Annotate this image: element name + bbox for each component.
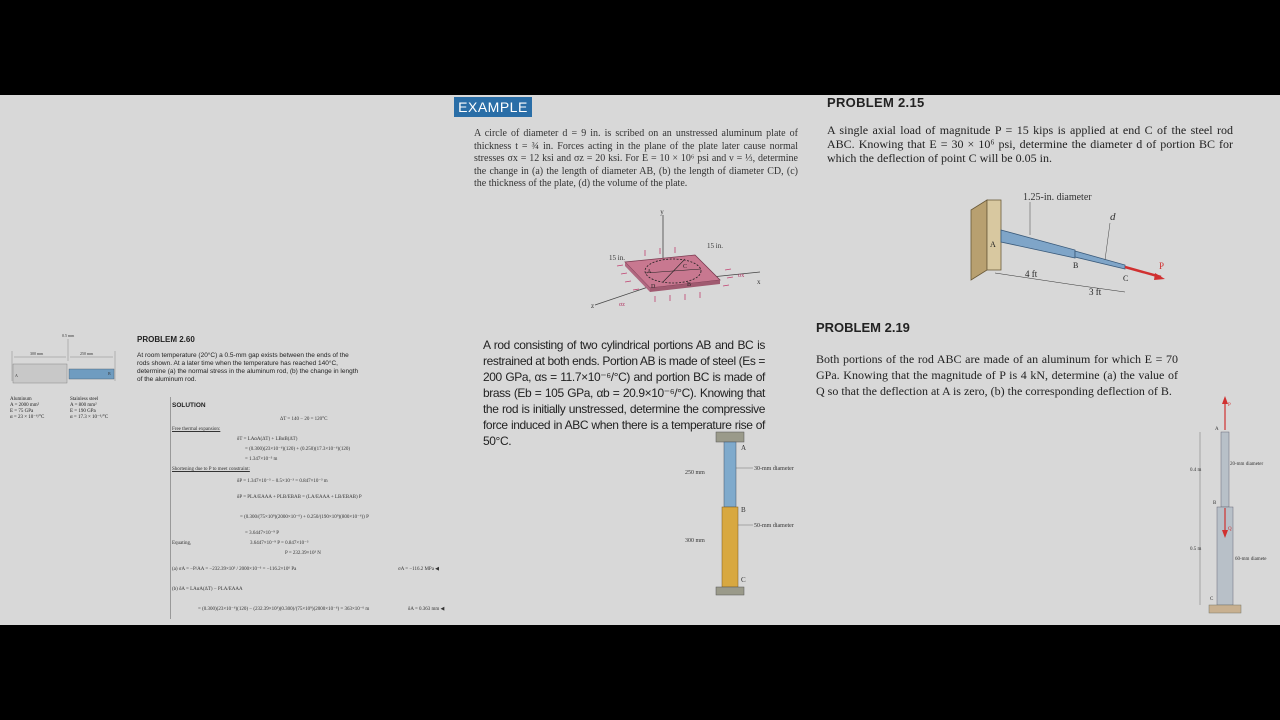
point-a-label: A (647, 269, 652, 275)
point-d-label: D (651, 284, 656, 290)
axis-y-label: y (660, 208, 664, 216)
example-text: A circle of diameter d = 9 in. is scribed on an unstressed aluminum plate of thickness t = ¾ in. Forces acting in the plane of the plate later cause normal stresses σx = 12 ksi and σz = 20 ksi. For E = 10 × 10⁶ psi and ν = ⅓, determine the change in (a) the length of diameter AB, (b) the length of diameter CD, (c) the thickness of the plate, (d) the volume of the plate. (474, 128, 798, 189)
solution-line: = 3.6447×10⁻⁹ P (245, 531, 280, 536)
point-a-label-219: A (1215, 427, 1219, 432)
diameter-2-label-rod: 50-mm diameter (754, 523, 794, 529)
length-1-label: 4 ft (1025, 269, 1038, 279)
example-tag: EXAMPLE (454, 97, 532, 117)
sigma-x-label: σx (738, 273, 745, 279)
load-p-label-215: P (1159, 261, 1165, 271)
problem-2-15-text: A single axial load of magnitude P = 15 kips is applied at end C of the steel rod ABC. Knowing that E = 30 × 10⁶ psi, determine the diameter d of portion BC for which the deflection of point C will be 0.05 in. (827, 123, 1233, 165)
solution-line: = (0.300/(75×10⁹)(2000×10⁻⁶) + 0.250/(190×10⁹)(800×10⁻⁶)) P (240, 515, 369, 520)
problem-2-19-title: PROBLEM 2.19 (816, 320, 910, 335)
solution-line: δT = LAαA(ΔT) + LBαB(ΔT) (237, 437, 298, 442)
answer-b: δA = 0.363 mm ◀ (408, 607, 445, 612)
point-b-label-219: B (1213, 501, 1217, 506)
plate-figure (585, 210, 775, 320)
diameter-1-label-219: 20-mm diameter (1230, 462, 1264, 467)
load-p-label-219: P (1228, 403, 1231, 408)
problem-2-60-figure (10, 333, 122, 393)
textbook-page-collage (0, 95, 1280, 625)
solution-line: δP = 1.347×10⁻³ − 0.5×10⁻³ = 0.847×10⁻³ m (237, 479, 328, 484)
problem-2-15-title: PROBLEM 2.15 (827, 95, 925, 110)
problem-2-19-text: Both portions of the rod ABC are made of an aluminum for which E = 70 GPa. Knowing that the magnitude of P is 4 kN, determine (a) the value of Q so that the deflection at A is zero, (b) the corresponding deflection of B. (816, 352, 1178, 398)
answer-a: σA = −116.2 MPa ◀ (398, 567, 440, 572)
point-b-label-260: B (108, 371, 111, 376)
solution-line: Shortening due to P to meet constraint: (172, 467, 250, 472)
length-2-label-219: 0.5 m (1190, 547, 1202, 552)
axis-z-label: z (591, 302, 595, 310)
solution-line: P = 232.39×10³ N (285, 551, 321, 556)
problem-2-15-figure (965, 192, 1175, 305)
point-c-label: C (683, 264, 688, 270)
rod-problem-text: A rod consisting of two cylindrical portions AB and BC is restrained at both ends. Portion AB is made of steel (Es = 200 GPa, αs = 11.7×10⁻⁶/°C) and portion BC is made of brass (Eb = 105 GPa, αb = 20.9×10⁻⁶/°C). Knowing that the rod is initially unstressed, determine the compressive force induced in ABC when there is a temperature rise of 50°C. (483, 338, 765, 448)
plate-dim-1: 15 in. (707, 242, 723, 250)
length-1-label-219: 0.4 m (1190, 468, 1202, 473)
solution-divider (170, 397, 171, 619)
solution-line: δP = PLA/EAAA + PLB/EBAB = (LA/EAAA + LB/EBAB) P (237, 495, 362, 500)
point-a-label-260: A (15, 373, 18, 378)
solution-line: = (0.300)(23×10⁻⁶)(120) − (232.39×10³)(0.300)/(75×10⁹)(2000×10⁻⁶) = 363×10⁻⁶ m (198, 607, 370, 612)
solution-line: = (0.300)(23×10⁻⁶)(120) + (0.250)(17.3×10⁻⁶)(120) (245, 447, 351, 452)
point-a-label-rod: A (741, 444, 747, 452)
length-2-label-rod: 300 mm (685, 538, 705, 544)
diameter-1-label-rod: 30-mm diameter (754, 466, 794, 472)
length-1-label-rod: 250 mm (685, 470, 705, 476)
load-q-label: Q (1228, 527, 1232, 532)
point-b-label-215: B (1073, 261, 1079, 270)
point-c-label-rod: C (741, 576, 746, 584)
point-c-label-215: C (1123, 274, 1129, 283)
point-b-label-rod: B (741, 506, 746, 514)
rod-problem-figure (685, 430, 815, 600)
solution-line: (a) σA = −P/AA = −232.39×10³ / 2000×10⁻⁶ = −116.2×10⁶ Pa (172, 567, 297, 572)
solution-line: Free thermal expansion: (172, 427, 221, 432)
gap-label: 0.5 mm (62, 333, 75, 338)
solution-line: ΔT = 140 − 20 = 120°C (280, 417, 328, 422)
solution-title: SOLUTION (172, 402, 206, 409)
stainless-steel-properties: Stainless steel A = 800 mm² E = 190 GPa α = 17.3 × 10⁻⁶/°C (70, 397, 109, 420)
length-2-label-260: 250 mm (80, 351, 94, 356)
diameter-label: 1.25-in. diameter (1023, 192, 1092, 203)
sigma-z-label: σz (619, 302, 625, 308)
diameter-2-label-219: 60-mm diamete (1235, 557, 1267, 562)
problem-2-60-text: At room temperature (20°C) a 0.5-mm gap exists between the ends of the rods shown. At a later time when the temperature has reached 140°C, determine (a) the normal stress in the aluminum rod, (b) the change in length of the aluminum rod. (137, 352, 359, 383)
solution-line: = 1.347×10⁻³ m (245, 457, 278, 462)
point-a-label-215: A (990, 240, 996, 249)
d-label: d (1110, 211, 1116, 223)
plate-dim-2: 15 in. (609, 254, 625, 262)
solution-line: 3.6447×10⁻⁹ P = 0.847×10⁻³ (250, 541, 309, 546)
problem-2-19-figure (1185, 400, 1280, 615)
length-1-label-260: 300 mm (30, 351, 44, 356)
point-b-label: B (687, 282, 692, 288)
axis-x-label: x (757, 278, 761, 286)
solution-line: (b) δA = LAαA(ΔT) − PLA/EAAA (172, 587, 243, 592)
solution-line: Equating, (172, 541, 192, 546)
length-2-label: 3 ft (1089, 287, 1102, 297)
problem-2-60-title: PROBLEM 2.60 (137, 335, 195, 344)
point-c-label-219: C (1210, 597, 1214, 602)
aluminum-properties: Aluminum A = 2000 mm² E = 75 GPa α = 23 × 10⁻⁶/°C (10, 397, 45, 420)
